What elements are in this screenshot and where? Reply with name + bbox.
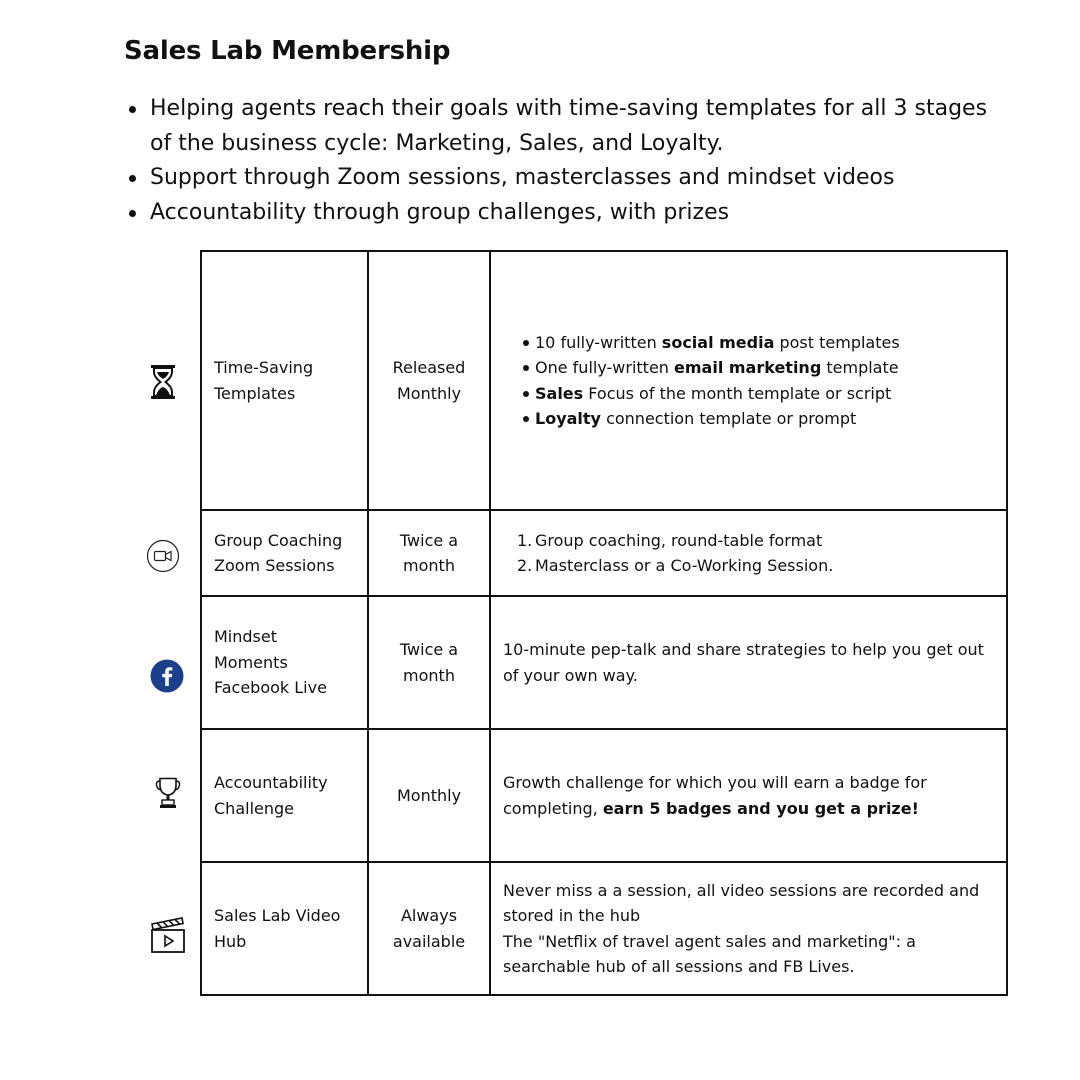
intro-list [128, 92, 1008, 230]
clapperboard-icon [150, 916, 186, 954]
details-cell: Growth challenge for which you will earn a badge for completing, earn 5 badges and you get a prize! [490, 729, 1007, 862]
frequency-cell: Monthly [368, 729, 490, 862]
list-item: Sales Focus of the month template or script [523, 381, 994, 407]
hourglass-icon [150, 364, 176, 400]
trophy-icon [155, 777, 181, 809]
feature-cell: Mindset Moments Facebook Live [201, 596, 368, 729]
details-cell [490, 862, 1007, 995]
table-row [201, 251, 1007, 510]
frequency-cell: Released Monthly [368, 251, 490, 510]
video-camera-icon [146, 539, 180, 573]
table-row [201, 729, 1007, 862]
intro-item: Support through Zoom sessions, masterclasses and mindset videos [128, 161, 1008, 196]
table-row [201, 862, 1007, 995]
details-cell [490, 251, 1007, 510]
table-row [201, 510, 1007, 596]
details-line: Never miss a a session, all video sessions are recorded and stored in the hub [503, 880, 980, 925]
feature-cell: Accountability Challenge [201, 729, 368, 862]
details-cell [490, 510, 1007, 596]
list-item: Loyalty connection template or prompt [523, 406, 994, 432]
list-item: 2. Masterclass or a Co-Working Session. [517, 556, 834, 575]
feature-cell: Time-Saving Templates [201, 251, 368, 510]
facebook-icon [150, 659, 184, 693]
table-row [201, 596, 1007, 729]
list-item: 1. Group coaching, round-table format [517, 530, 823, 550]
feature-cell: Group Coaching Zoom Sessions [201, 510, 368, 596]
intro-item: Accountability through group challenges, with prizes [128, 196, 1008, 231]
feature-cell: Sales Lab Video Hub [201, 862, 368, 995]
list-item: 10 fully-written social media post templates [523, 330, 994, 356]
details-line: The "Netflix of travel agent sales and marketing": a searchable hub of all sessions and FB Lives. [503, 931, 916, 976]
details-cell: 10-minute pep-talk and share strategies to help you get out of your own way. [490, 596, 1007, 729]
list-item: One fully-written email marketing template [523, 355, 994, 381]
intro-item: Helping agents reach their goals with time-saving templates for all 3 stages of the business cycle: Marketing, Sales, and Loyalty. [128, 92, 1008, 161]
frequency-cell: Twice a month [368, 596, 490, 729]
frequency-cell: Twice a month [368, 510, 490, 596]
page-title: Sales Lab Membership [124, 36, 451, 66]
membership-table [200, 250, 1008, 996]
template-list [503, 330, 994, 432]
frequency-cell: Always available [368, 862, 490, 995]
session-list [503, 528, 994, 579]
